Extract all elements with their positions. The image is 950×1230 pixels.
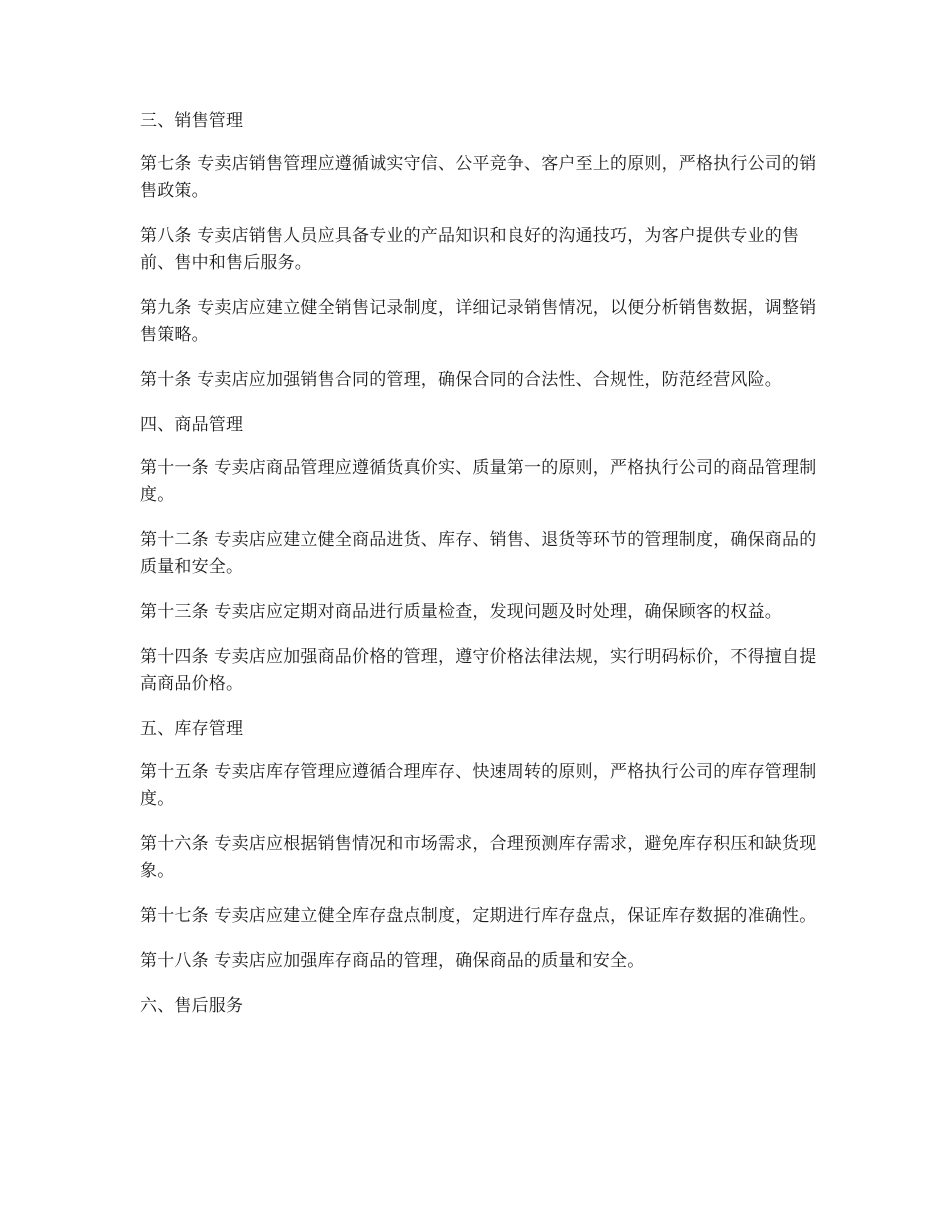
- article-12: 第十二条 专卖店应建立健全商品进货、库存、销售、退货等环节的管理制度，确保商品的质量和安全。: [140, 530, 817, 577]
- article-18: 第十八条 专卖店应加强库存商品的管理，确保商品的质量和安全。: [140, 951, 645, 971]
- article-16: 第十六条 专卖店应根据销售情况和市场需求，合理预测库存需求，避免库存积压和缺货现象。: [140, 834, 817, 881]
- section-heading-sales: 三、销售管理: [140, 111, 244, 131]
- article-14: 第十四条 专卖店应加强商品价格的管理，遵守价格法律法规，实行明码标价，不得擅自提高商品价格。: [140, 647, 817, 694]
- article-8: 第八条 专卖店销售人员应具备专业的产品知识和良好的沟通技巧，为客户提供专业的售前、售中和售后服务。: [140, 226, 800, 273]
- article-15: 第十五条 专卖店库存管理应遵循合理库存、快速周转的原则，严格执行公司的库存管理制度。: [140, 762, 817, 809]
- article-13: 第十三条 专卖店应定期对商品进行质量检查，发现问题及时处理，确保顾客的权益。: [140, 602, 783, 622]
- article-10: 第十条 专卖店应加强销售合同的管理，确保合同的合法性、合规性，防范经营风险。: [140, 370, 783, 390]
- section-heading-inventory: 五、库存管理: [140, 719, 244, 739]
- section-heading-after-sales: 六、售后服务: [140, 996, 244, 1016]
- article-17: 第十七条 专卖店应建立健全库存盘点制度，定期进行库存盘点，保证库存数据的准确性。: [140, 906, 817, 926]
- article-7: 第七条 专卖店销售管理应遵循诚实守信、公平竞争、客户至上的原则，严格执行公司的销售政策。: [140, 154, 817, 201]
- document-page: [140, 108, 825, 1036]
- article-9: 第九条 专卖店应建立健全销售记录制度，详细记录销售情况，以便分析销售数据，调整销售策略。: [140, 298, 817, 345]
- section-heading-goods: 四、商品管理: [140, 415, 244, 435]
- article-11: 第十一条 专卖店商品管理应遵循货真价实、质量第一的原则，严格执行公司的商品管理制度。: [140, 458, 817, 505]
